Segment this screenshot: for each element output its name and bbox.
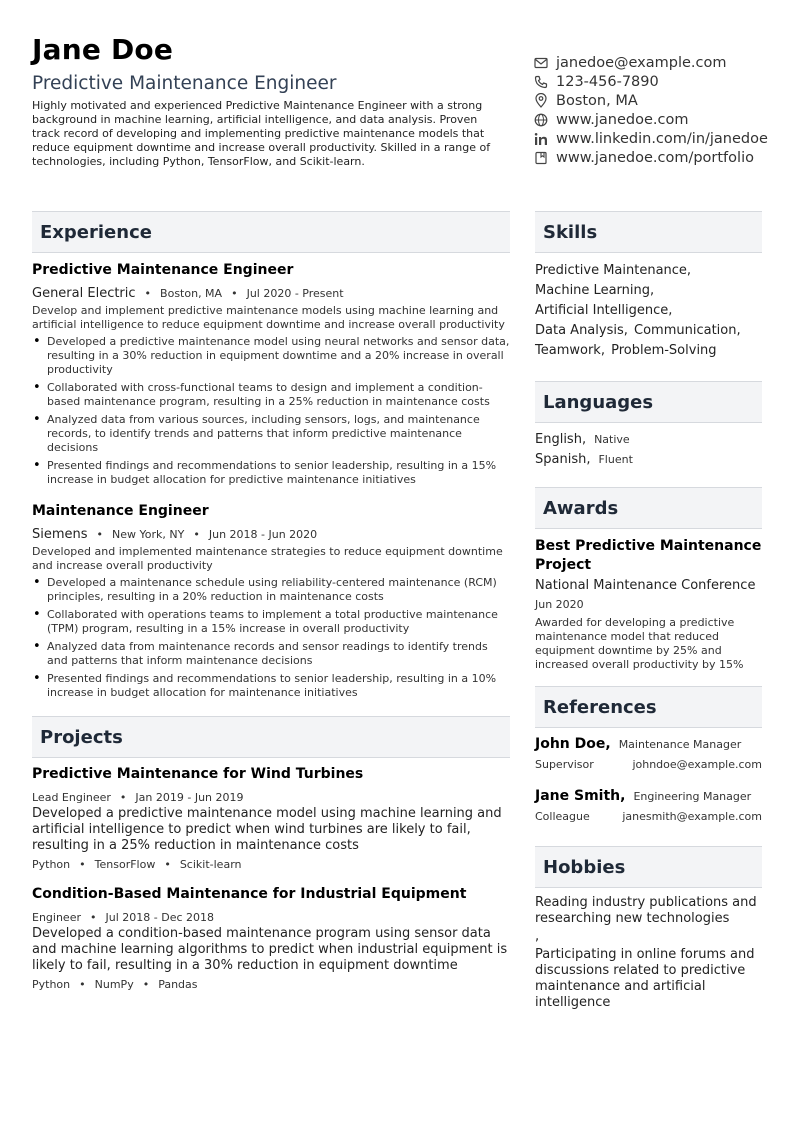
reference-email[interactable]: johndoe@example.com (632, 758, 762, 771)
reference-role: Engineering Manager (633, 790, 752, 803)
job-bullets (32, 335, 510, 487)
project-tech-list (32, 974, 510, 994)
location-pin-icon (534, 91, 556, 110)
award-date: Jun 2020 (535, 598, 584, 611)
hobby-separator: , (535, 929, 540, 944)
resume-header (32, 33, 768, 193)
contact-location-text: Boston, MA (556, 92, 638, 109)
job-dates: Jun 2018 - Jun 2020 (208, 527, 318, 541)
job-bullets (32, 576, 510, 700)
languages-list (535, 423, 762, 487)
separator-dot: • (96, 527, 104, 541)
reference-email[interactable]: janesmith@example.com (622, 810, 762, 823)
reference-relation: Supervisor (535, 758, 594, 771)
skill-item: Problem-Solving (611, 343, 717, 358)
job-meta (32, 523, 510, 545)
contact-portfolio[interactable] (534, 148, 794, 167)
projects-heading: Projects (32, 716, 510, 758)
job-title: Maintenance Engineer (32, 503, 209, 519)
separator-dot: • (79, 977, 86, 991)
reference-name: John Doe, (535, 736, 611, 752)
award-title: Best Predictive Maintenance Project (535, 538, 762, 573)
project-title: Condition-Based Maintenance for Industrial Equipment (32, 886, 467, 902)
references-list (535, 728, 762, 846)
phone-icon (534, 72, 556, 91)
project-meta (32, 908, 510, 926)
contact-portfolio-text: www.janedoe.com/portfolio (556, 149, 754, 166)
skill-item: Communication, (634, 323, 741, 338)
language-level: Fluent (598, 452, 633, 466)
contact-website-text: www.janedoe.com (556, 111, 689, 128)
reference-name: Jane Smith, (535, 788, 626, 804)
right-column (535, 211, 762, 1011)
job-bullet: • Analyzed data from maintenance records and sensor readings to identify trends and patterns that inform maintenance decisions (32, 640, 510, 668)
separator-dot: • (144, 286, 152, 300)
reference-entry (535, 788, 762, 828)
job-bullet: • Presented findings and recommendations to senior leadership, resulting in a 10% increase in budget allocation for maintenance initiatives (32, 672, 510, 700)
language-item (535, 449, 762, 469)
award-organization: National Maintenance Conference (535, 578, 756, 593)
job-bullet: • Developed a maintenance schedule using reliability-centered maintenance (RCM) principles, resulting in a 20% reduction in maintenance costs (32, 576, 510, 604)
project-dates: Jul 2018 - Dec 2018 (105, 910, 215, 924)
project-entry (32, 758, 510, 874)
separator-dot: • (142, 977, 150, 991)
skills-list (535, 253, 762, 381)
linkedin-icon (534, 129, 556, 148)
skill-item: Predictive Maintenance, (535, 263, 692, 278)
contact-phone-text: 123-456-7890 (556, 73, 659, 90)
job-location: New York, NY (112, 527, 185, 541)
language-level: Native (594, 432, 630, 446)
references-heading: References (535, 686, 762, 728)
languages-heading: Languages (535, 381, 762, 423)
contact-linkedin[interactable] (534, 129, 794, 148)
candidate-name: Jane Doe (32, 33, 174, 66)
contact-website[interactable] (534, 110, 794, 129)
job-location: Boston, MA (160, 286, 223, 300)
project-meta (32, 788, 510, 806)
contact-linkedin-text: www.linkedin.com/in/janedoe (556, 130, 768, 147)
skill-item: Teamwork, (535, 343, 605, 358)
project-role: Lead Engineer (32, 790, 111, 804)
award-entry (535, 529, 762, 686)
project-role: Engineer (32, 910, 81, 924)
separator-dot: • (90, 910, 97, 924)
experience-entry (32, 253, 510, 487)
contact-location (534, 91, 794, 110)
separator-dot: • (164, 857, 171, 871)
contact-email-text: janedoe@example.com (556, 54, 727, 71)
separator-dot: • (79, 857, 86, 871)
skill-item: Machine Learning, (535, 283, 655, 298)
reference-relation: Colleague (535, 810, 590, 823)
globe-icon (534, 110, 556, 129)
contact-list (534, 53, 794, 167)
project-tech-list (32, 854, 510, 874)
job-bullet: • Developed a predictive maintenance model using neural networks and sensor data, resulting in a 30% reduction in equipment downtime and a 20% increase in overall productivity (32, 335, 510, 377)
hobbies-heading: Hobbies (535, 846, 762, 888)
project-title: Predictive Maintenance for Wind Turbines (32, 766, 364, 782)
job-company: General Electric (32, 285, 136, 301)
contact-email[interactable] (534, 53, 794, 72)
reference-role: Maintenance Manager (618, 738, 742, 751)
job-dates: Jul 2020 - Present (246, 286, 344, 300)
project-entry (32, 874, 510, 994)
job-description: Develop and implement predictive maintenance models using machine learning and artificial intelligence to reduce equipment downtime and increase overall productivity (32, 304, 505, 331)
separator-dot: • (119, 790, 127, 804)
project-description: Developed a predictive maintenance model using machine learning and artificial intelligence to predict when wind turbines are likely to fail, resulting in a 25% reduction in maintenance costs (32, 806, 502, 853)
portfolio-icon (534, 148, 556, 167)
project-description: Developed a condition-based maintenance program using sensor data and machine learning algorithms to predict when industrial equipment is likely to fail, resulting in a 30% reduction in equipment downtime (32, 926, 508, 973)
tech-tag: Pandas (158, 977, 198, 991)
language-item (535, 429, 762, 449)
language-name: Spanish, (535, 451, 591, 467)
experience-entry (32, 491, 510, 700)
skill-item: Data Analysis, (535, 323, 628, 338)
mail-icon (534, 53, 556, 72)
contact-phone[interactable] (534, 72, 794, 91)
tech-tag: Python (32, 857, 71, 871)
left-column (32, 211, 510, 994)
awards-heading: Awards (535, 487, 762, 529)
reference-entry (535, 736, 762, 776)
job-company: Siemens (32, 526, 88, 542)
job-bullet: • Presented findings and recommendations to senior leadership, resulting in a 15% increase in budget allocation for predictive maintenance initiatives (32, 459, 510, 487)
tech-tag: NumPy (94, 977, 134, 991)
job-bullet: • Collaborated with cross-functional teams to design and implement a condition-based maintenance program, resulting in a 25% reduction in maintenance costs (32, 381, 510, 409)
job-title: Predictive Maintenance Engineer (32, 262, 294, 278)
hobby-item: Participating in online forums and discussions related to predictive maintenance and artificial intelligence (535, 947, 755, 1010)
job-bullet: • Analyzed data from various sources, including sensors, logs, and maintenance records, to identify trends and patterns that inform predictive maintenance decisions (32, 413, 510, 455)
hobby-item: Reading industry publications and researching new technologies (535, 895, 757, 926)
tech-tag: Python (32, 977, 71, 991)
hobbies-list (535, 888, 762, 1011)
experience-heading: Experience (32, 211, 510, 253)
separator-dot: • (193, 527, 200, 541)
job-meta (32, 282, 510, 304)
skill-item: Artificial Intelligence, (535, 303, 673, 318)
tech-tag: TensorFlow (94, 857, 156, 871)
skills-heading: Skills (535, 211, 762, 253)
summary-text: Highly motivated and experienced Predictive Maintenance Engineer with a strong background in machine learning, artificial intelligence, and data analysis. Proven track record of developing and implementing predictive maintenance models that reduce equipment downtime and increase overall productivity. Skilled in a range of technologies, including Python, TensorFlow, and Scikit-learn. (32, 99, 491, 168)
project-dates: Jan 2019 - Jun 2019 (135, 790, 244, 804)
tech-tag: Scikit-learn (179, 857, 242, 871)
candidate-title: Predictive Maintenance Engineer (32, 73, 337, 94)
separator-dot: • (231, 286, 238, 300)
job-bullet: • Collaborated with operations teams to implement a total productive maintenance (TPM) program, resulting in a 15% increase in overall productivity (32, 608, 510, 636)
job-description: Developed and implemented maintenance strategies to reduce equipment downtime and increase overall productivity (32, 545, 503, 572)
language-name: English, (535, 431, 587, 447)
award-description: Awarded for developing a predictive maintenance model that reduced equipment downtime by 25% and increased overall productivity by 15% (535, 616, 744, 671)
